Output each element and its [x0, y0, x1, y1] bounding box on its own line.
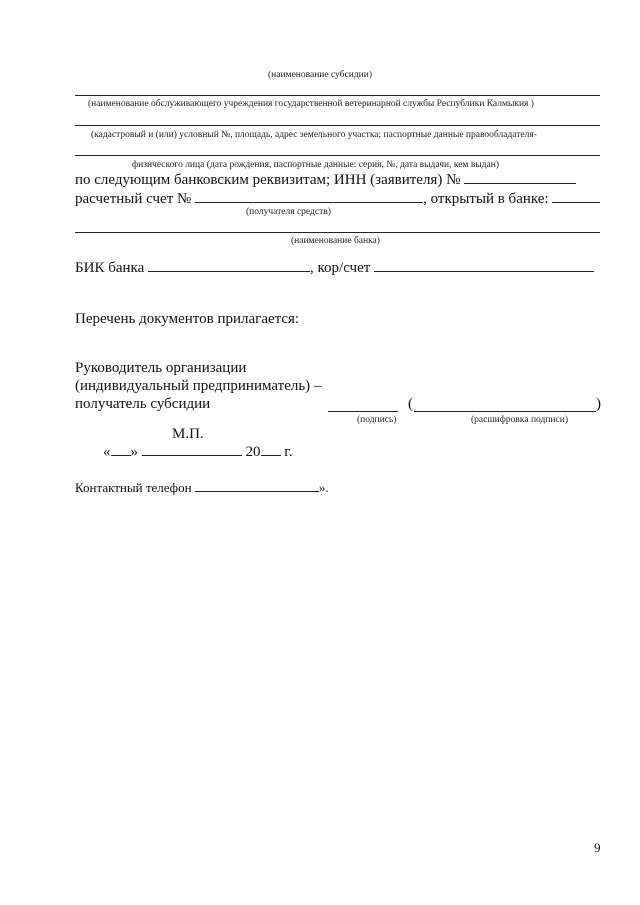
bik-label: БИК банка — [75, 260, 145, 276]
paren-close: ) — [596, 396, 601, 412]
inn-fill-line — [464, 171, 576, 184]
account-label: расчетный счет № — [75, 191, 192, 207]
date-line — [103, 443, 292, 461]
date-year-suffix: г. — [284, 444, 293, 460]
caption-signature-decoding: (расшифровка подписи) — [471, 415, 568, 425]
stamp-label: М.П. — [172, 426, 204, 442]
corr-account-label: , кор/счет — [310, 260, 371, 276]
bank-details-line — [75, 171, 576, 189]
head-line-1: Руководитель организации — [75, 360, 247, 376]
month-fill-line — [142, 443, 242, 456]
contact-phone-line — [75, 480, 329, 496]
caption-institution-name: (наименование обслуживающего учреждения государственной ветеринарной службы Республики Калмыкия ) — [88, 99, 534, 109]
fill-line-bank-name — [75, 232, 600, 233]
caption-subsidy-name: (наименование субсидии) — [268, 70, 372, 80]
caption-bank-name: (наименование банка) — [291, 236, 380, 246]
bik-line — [75, 259, 594, 277]
caption-cadastral-line1: (кадастровый и (или) условный №, площадь, адрес земельного участка; паспортные данные правообладателя- — [91, 130, 537, 140]
signature-fill-line — [328, 411, 398, 412]
date-quote-close: » — [130, 444, 138, 460]
paren-open: ( — [408, 396, 413, 412]
page-number: 9 — [594, 840, 601, 855]
caption-cadastral-line2: физического лица (дата рождения, паспортные данные: серия, №, дата выдачи, кем выдан) — [132, 160, 499, 170]
head-line-3: получатель субсидии — [75, 396, 211, 412]
year-fill-line — [261, 443, 281, 456]
caption-signature: (подпись) — [357, 415, 397, 425]
bik-fill-line — [148, 259, 310, 272]
caption-funds-recipient: (получателя средств) — [246, 207, 331, 217]
contact-end: ». — [318, 480, 329, 495]
fill-line-cadastral — [75, 125, 600, 126]
corr-account-fill-line — [374, 259, 594, 272]
signature-decoding-fill-line — [414, 411, 596, 412]
bank-fill-line — [552, 190, 600, 203]
opened-in-bank-label: , открытый в банке: — [423, 191, 549, 207]
date-quote-open: « — [103, 444, 111, 460]
head-line-2: (индивидуальный предприниматель) – — [75, 378, 322, 394]
documents-attached: Перечень документов прилагается: — [75, 311, 300, 327]
fill-line-owner — [75, 155, 600, 156]
day-fill-line — [111, 443, 131, 456]
bank-details-label: по следующим банковским реквизитам; ИНН (заявителя) № — [75, 172, 461, 188]
phone-fill-line — [195, 481, 319, 492]
account-line — [75, 190, 600, 208]
contact-phone-label: Контактный телефон — [75, 480, 192, 495]
account-fill-line — [195, 190, 423, 203]
fill-line-institution — [75, 95, 600, 96]
date-year: 20 — [245, 444, 261, 460]
